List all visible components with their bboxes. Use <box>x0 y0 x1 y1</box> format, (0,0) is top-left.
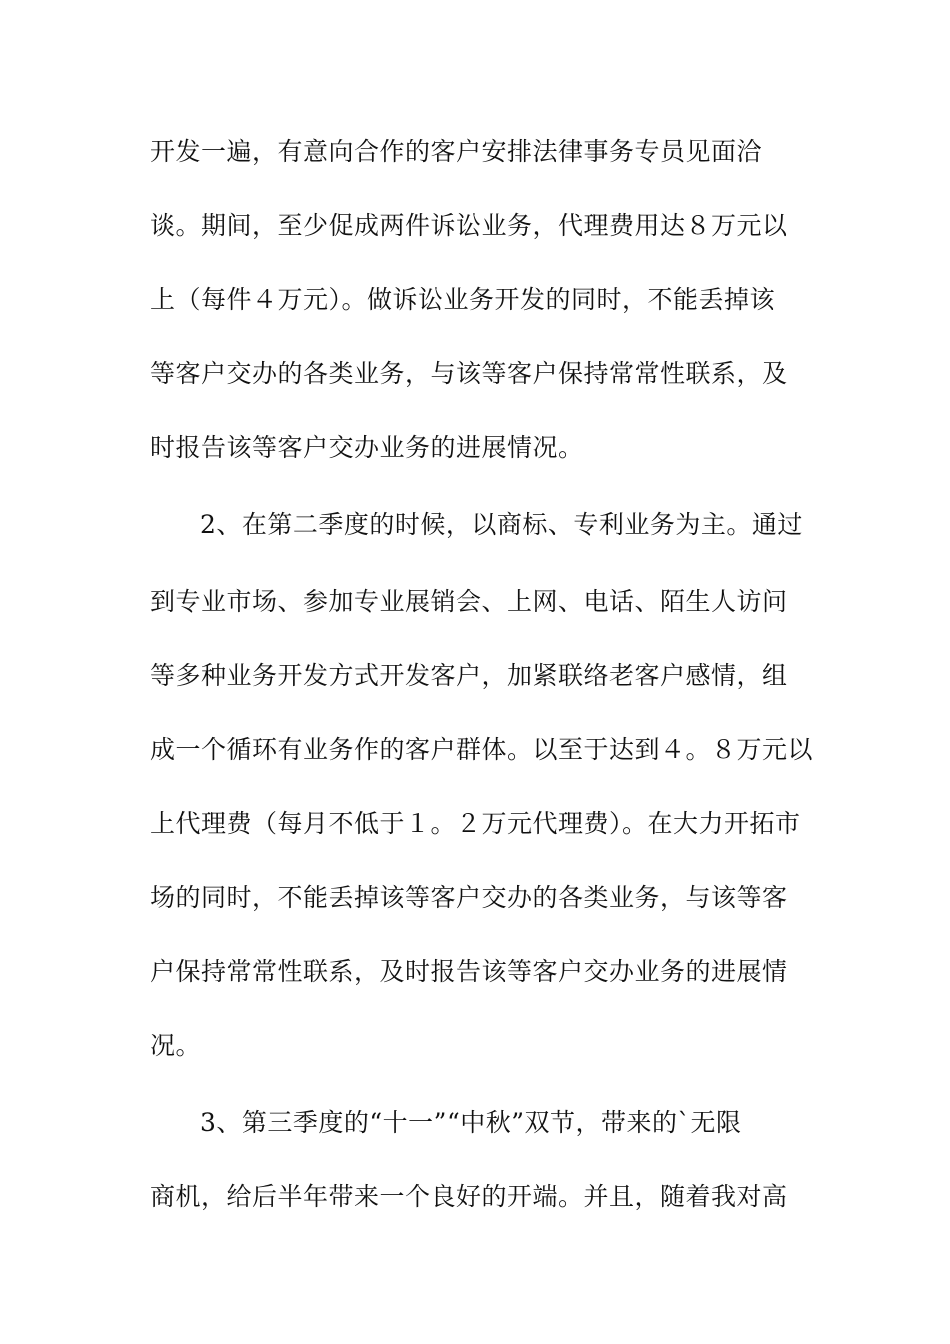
text-line-5: 时报告该等客户交办业务的进展情况。 <box>150 433 584 462</box>
text-line-13: 况。 <box>150 1031 202 1060</box>
text-line-6: 2、在第二季度的时候，以商标、专利业务为主。通过 <box>200 510 803 539</box>
text-line-4: 等客户交办的各类业务，与该等客户保持常常性联系，及 <box>150 359 788 388</box>
text-line-7: 到专业市场、参加专业展销会、上网、电话、陌生人访问 <box>150 587 788 616</box>
text-line-3: 上（每件４万元）。做诉讼业务开发的同时，不能丢掉该 <box>150 285 776 314</box>
text-line-15: 商机，给后半年带来一个良好的开端。并且，随着我对高 <box>150 1182 788 1211</box>
text-line-11: 场的同时，不能丢掉该等客户交办的各类业务，与该等客 <box>150 883 788 912</box>
text-line-1: 开发一遍，有意向合作的客户安排法律事务专员见面洽 <box>150 137 763 166</box>
text-line-2: 谈。期间，至少促成两件诉讼业务，代理费用达８万元以 <box>150 211 788 240</box>
text-line-9: 成一个循环有业务作的客户群体。以至于达到４。８万元以 <box>150 735 814 764</box>
text-line-12: 户保持常常性联系，及时报告该等客户交办业务的进展情 <box>150 957 788 986</box>
text-line-14: 3、第三季度的“十一”“中秋”双节，带来的`无限 <box>200 1108 742 1137</box>
text-line-10: 上代理费（每月不低于１。２万元代理费）。在大力开拓市 <box>150 809 801 838</box>
text-line-8: 等多种业务开发方式开发客户，加紧联络老客户感情，组 <box>150 661 788 690</box>
